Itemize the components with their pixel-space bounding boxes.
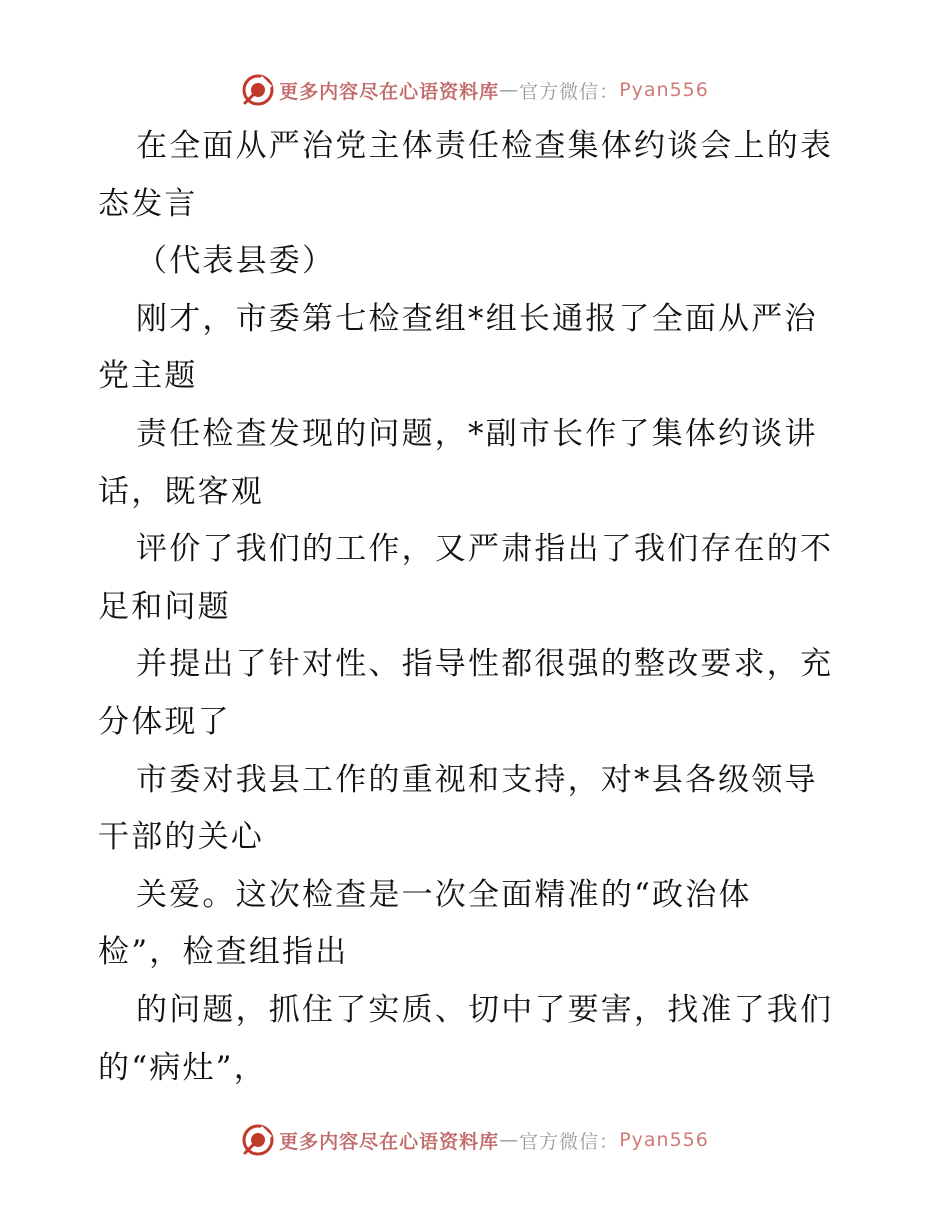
banner-dash: — <box>499 79 520 101</box>
banner-wechat-handle: Pyan556 <box>619 1129 709 1151</box>
text-line: 分体现了 <box>98 703 231 740</box>
banner-lead-text: 更多内容尽在心语资料库 <box>279 80 500 103</box>
title-line-2: 态发言 <box>98 185 198 222</box>
text-line: 责任检查发现的问题，*副市长作了集体约谈讲 <box>136 415 818 452</box>
header-watermark-banner <box>0 70 950 110</box>
pen-logo-icon <box>241 1123 275 1157</box>
banner-wechat-label: 官方微信： <box>519 1130 620 1153</box>
pen-logo-icon <box>241 73 275 107</box>
footer-watermark-banner <box>0 1120 950 1160</box>
text-line: 话，既客观 <box>98 473 264 510</box>
text-line: 的问题，抓住了实质、切中了要害，找准了我们 <box>136 991 834 1028</box>
text-line: 评价了我们的工作，又严肃指出了我们存在的不 <box>136 531 834 568</box>
banner-dash: — <box>499 1129 520 1151</box>
text-line: 市委对我县工作的重视和支持，对*县各级领导 <box>136 761 818 798</box>
document-body <box>98 118 858 1097</box>
banner-lead-text: 更多内容尽在心语资料库 <box>279 1130 500 1153</box>
banner-wechat-handle: Pyan556 <box>619 79 709 101</box>
title-line-1: 在全面从严治党主体责任检查集体约谈会上的表 <box>136 128 834 164</box>
text-line: 足和问题 <box>98 588 231 625</box>
text-line: 干部的关心 <box>98 819 264 856</box>
text-line: 刚才，市委第七检查组*组长通报了全面从严治 <box>136 300 818 337</box>
text-line: 的“病灶”， <box>98 1049 267 1086</box>
text-line: 关爱。这次检查是一次全面精准的“政治体 <box>136 876 752 913</box>
text-line: 党主题 <box>98 358 198 395</box>
text-line: 并提出了针对性、指导性都很强的整改要求，充 <box>136 646 834 683</box>
text-line: 检”，检查组指出 <box>98 934 349 971</box>
banner-wechat-label: 官方微信： <box>519 80 620 103</box>
subtitle-line: （代表县委） <box>136 243 336 280</box>
